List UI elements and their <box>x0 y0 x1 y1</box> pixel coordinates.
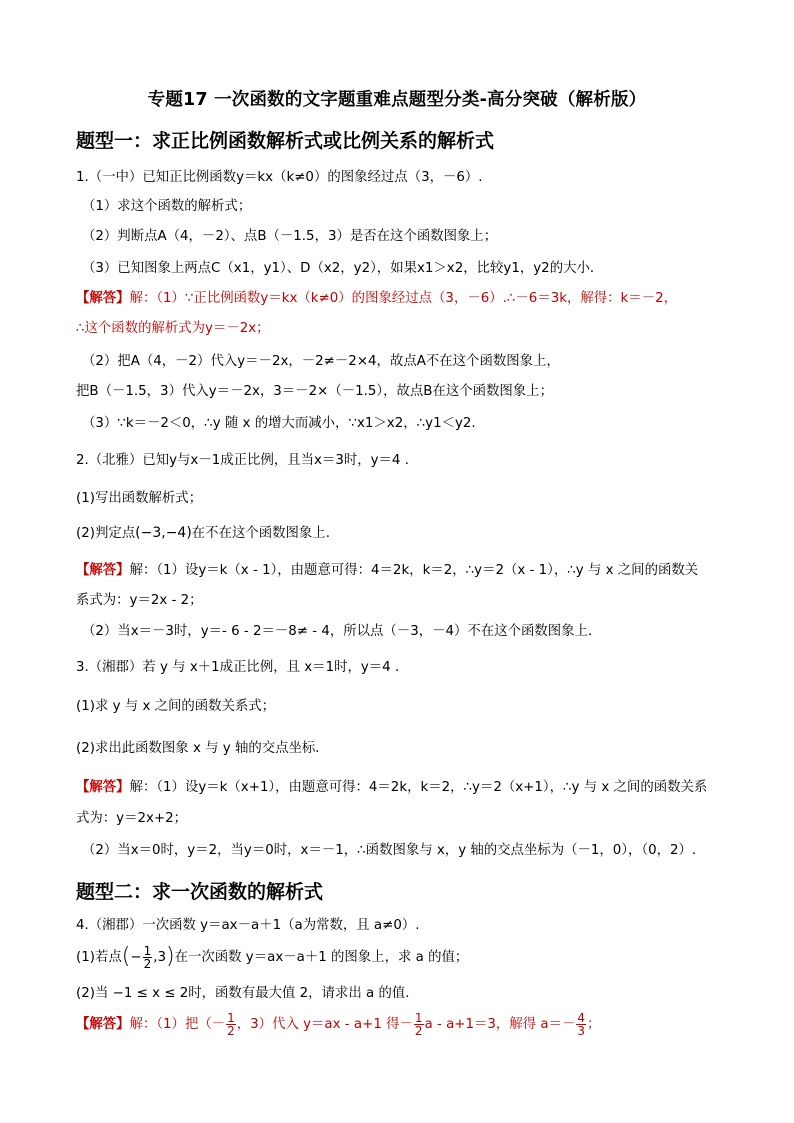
section-heading-2: 题型二：求一次函数的解析式 <box>76 881 324 903</box>
q2-part2 <box>76 524 330 543</box>
q4-part2: (2)当 −1 ≤ x ≤ 2时，函数有最大值 2，请求出 a 的值. <box>76 986 410 1001</box>
q3-answer-1 <box>76 779 707 797</box>
q4-answer-frac-2-den: 2 <box>414 1023 423 1038</box>
q3-answer-2: （2）当x＝0时，y＝2，当y＝0时，x＝－1，∴函数图象与 x，y 轴的交点坐标为（－1，0），（0，2）. <box>82 843 697 858</box>
q4-answer-1-end: ； <box>587 1017 601 1032</box>
q4-answer-frac-3 <box>576 1012 586 1037</box>
q4-answer-frac-3-num: 4 <box>577 1010 585 1025</box>
q3-part2: (2)求出此函数图象 x 与 y 轴的交点坐标. <box>76 741 320 756</box>
answer-tag: 【解答】 <box>76 291 130 306</box>
q2-stem: 2.（北雅）已知y与x－1成正比例，且当x＝3时，y＝4 . <box>76 453 409 468</box>
q4-point-x-den: 2 <box>143 956 152 971</box>
q4-part1-post: 在一次函数 y＝ax－a＋1 的图象上，求 a 的值； <box>174 950 469 965</box>
q1-part3: （3）已知图象上两点C（x1，y1）、D（x2，y2），如果x1＞x2，比较y1，y2的大小． <box>82 261 604 276</box>
q1-answer-2b: 把B（－1.5，3）代入y＝－2x，3＝－2×（－1.5），故点B在这个函数图象上； <box>76 384 553 399</box>
right-paren: ) <box>166 944 175 969</box>
q2-part2-post: 在不在这个函数图象上. <box>191 526 330 541</box>
q4-answer-frac-1-num: 1 <box>227 1010 235 1025</box>
q2-answer-2: （2）当x＝－3时，y＝- 6 - 2＝－8≠ - 4，所以点（－3，－4）不在这个函数图象上． <box>82 624 602 639</box>
answer-tag: 【解答】 <box>76 1017 130 1032</box>
q2-answer-1-text: 解：（1）设y＝k（x - 1），由题意可得：4＝2k，k＝2，∴y＝2（x - 1），∴y 与 x 之间的函数关 <box>129 563 699 578</box>
q1-stem: 1.（一中）已知正比例函数y＝kx（k≠0）的图象经过点（3，－6）. <box>76 170 483 185</box>
q4-answer-1-pre: 解：（1）把（－ <box>129 1017 226 1032</box>
q4-point-y: ,3 <box>153 950 166 965</box>
q1-answer-2: （2）把A（4，－2）代入y＝－2x，－2≠－2×4，故点A不在这个函数图象上， <box>82 354 560 369</box>
q2-answer-1 <box>76 562 698 580</box>
q4-part1 <box>76 942 468 973</box>
q1-answer-1 <box>76 290 677 308</box>
section-heading-1: 题型一：求正比例函数解析式或比例关系的解析式 <box>76 130 495 152</box>
q1-part1: （1）求这个函数的解析式； <box>82 199 252 214</box>
page-title: 专题17 一次函数的文字题重难点题型分类-高分突破（解析版） <box>147 90 647 110</box>
q3-answer-1b: 式为：y＝2x+2； <box>76 811 188 826</box>
q4-answer-frac-2-num: 1 <box>414 1010 423 1025</box>
q4-point-x-num: 1 <box>143 943 152 958</box>
q3-answer-1-text: 解：（1）设y＝k（x+1），由题意可得：4＝2k，k＝2，∴y＝2（x+1），∴y 与 x 之间的函数关系 <box>129 780 708 795</box>
q1-part2: （2）判断点A（4，－2）、点B（－1.5，3）是否在这个函数图象上； <box>82 229 498 244</box>
q4-point-x-sign: − <box>130 950 142 965</box>
q4-answer-frac-2 <box>414 1012 424 1037</box>
q1-answer-3: （3）∵k＝－2＜0，∴y 随 x 的增大而减小，∵x1＞x2，∴y1＜y2. <box>82 416 476 431</box>
q3-part1: (1)求 y 与 x 之间的函数关系式； <box>76 699 276 714</box>
q2-answer-1b: 系式为：y＝2x - 2； <box>76 593 203 608</box>
q4-answer-frac-1 <box>226 1012 236 1037</box>
q2-part2-pre: (2)判定点 <box>76 526 136 541</box>
q2-point: (−3,−4) <box>135 525 192 541</box>
answer-tag: 【解答】 <box>76 780 130 795</box>
q3-stem: 3.（湘郡）若 y 与 x＋1成正比例，且 x＝1时，y＝4 . <box>76 660 400 675</box>
q4-part1-pre: (1)若点 <box>76 950 122 965</box>
q1-answer-1b: ∴这个函数的解析式为y＝－2x； <box>76 321 270 336</box>
left-paren: ( <box>121 944 131 969</box>
q4-stem: 4.（湘郡）一次函数 y＝ax－a＋1（a为常数，且 a≠0）. <box>76 918 420 933</box>
q4-answer-frac-3-den: 3 <box>577 1023 585 1038</box>
q4-point-x-frac <box>143 945 153 970</box>
answer-tag: 【解答】 <box>76 563 130 578</box>
q4-answer-1 <box>76 1010 600 1040</box>
q4-answer-1-mid: ，3）代入 y＝ax - a+1 得－ <box>236 1017 413 1032</box>
q4-answer-frac-1-den: 2 <box>227 1023 235 1038</box>
q2-part1: (1)写出函数解析式； <box>76 491 203 506</box>
q1-answer-1-text: 解：（1）∵正比例函数y＝kx（k≠0）的图象经过点（3，－6）.∴－6＝3k，解得：k＝－2， <box>129 291 677 306</box>
q4-answer-1-mid2: a - a+1＝3，解得 a＝－ <box>424 1017 576 1032</box>
